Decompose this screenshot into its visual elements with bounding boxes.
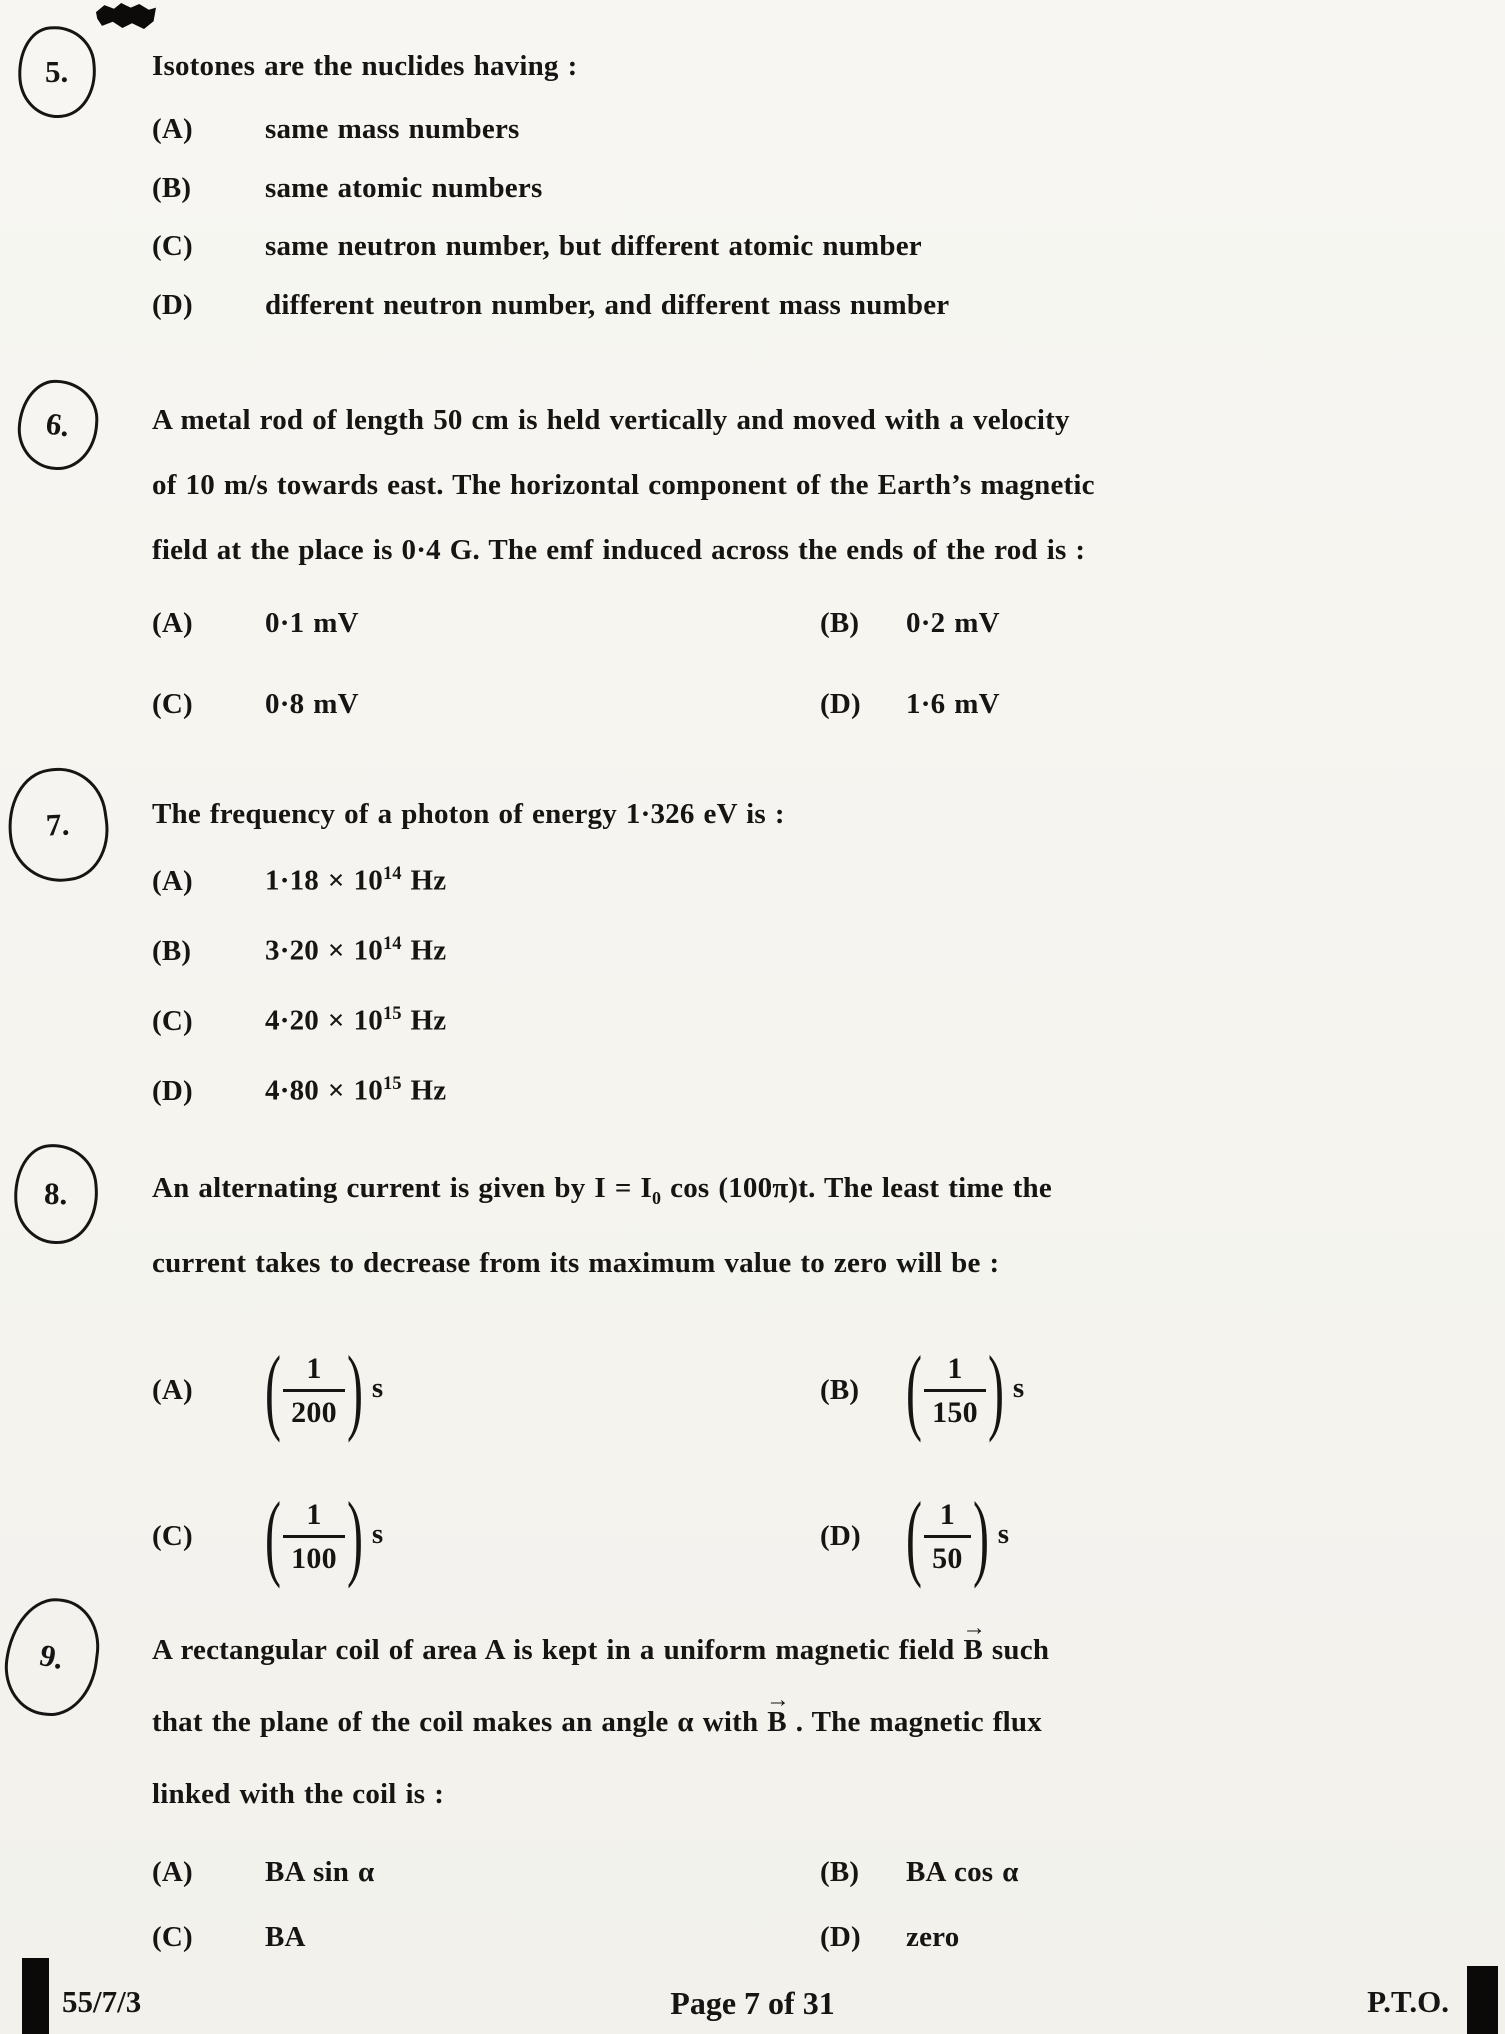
- option-value: [906, 1336, 1460, 1444]
- text-segment: A metal rod of length 50 cm is held vertically and moved with a velocity: [152, 404, 1070, 436]
- options-list: [152, 607, 1460, 769]
- option-value: [265, 688, 820, 721]
- ink-smudge-artifact: [96, 3, 156, 29]
- question-number-circle: [1, 762, 116, 889]
- option-row: [152, 172, 1460, 231]
- option-value: [265, 230, 1460, 263]
- question-text-line: [152, 34, 1460, 99]
- vector-letter: B: [963, 1634, 983, 1666]
- option-row: [152, 1464, 1460, 1610]
- question-7: [0, 782, 1470, 1143]
- open-paren: (: [265, 1482, 282, 1590]
- text-segment: The frequency of a photon of energy 1·326 eV is :: [152, 798, 785, 830]
- option-value: [265, 172, 1460, 205]
- option-value: [265, 1073, 1460, 1108]
- question-text-line: [152, 1614, 1460, 1686]
- page-number: Page 7 of 31: [670, 1985, 835, 2021]
- fraction-numerator: 1: [947, 1352, 963, 1386]
- question-8: [0, 1156, 1470, 1610]
- options-list: [152, 1856, 1460, 1986]
- text-segment: 1·6 mV: [906, 688, 1000, 720]
- question-body: [152, 34, 1470, 347]
- vector-symbol: [766, 1686, 790, 1758]
- question-number-circle: [16, 378, 101, 472]
- option-value: [265, 113, 1460, 146]
- text-segment: of 10 m/s towards east. The horizontal component of the Earth’s magnetic: [152, 469, 1095, 501]
- vector-arrow-icon: →: [766, 1687, 790, 1714]
- fraction-denominator: 50: [924, 1535, 970, 1576]
- text-segment: 0·1 mV: [265, 607, 359, 639]
- fraction-numerator: 1: [939, 1498, 955, 1532]
- question-number: 8.: [44, 1175, 68, 1212]
- option-value: [265, 1921, 820, 1954]
- question-body: [152, 388, 1470, 769]
- option-value: [265, 933, 1460, 968]
- subscript: 0: [652, 1187, 662, 1208]
- question-body: [152, 1614, 1470, 1986]
- text-segment: 0·8 mV: [265, 688, 359, 720]
- close-paren: ): [987, 1336, 1004, 1444]
- exponent-superscript: 15: [383, 1003, 402, 1024]
- option-label: (A): [152, 864, 193, 897]
- text-segment: s: [1003, 1372, 1025, 1405]
- option-row: [152, 688, 1460, 769]
- option-row: [152, 1318, 1460, 1464]
- option-label: (A): [152, 113, 193, 145]
- text-segment: Isotones are the nuclides having :: [152, 50, 578, 82]
- text-segment: 1·18 × 10: [265, 864, 383, 897]
- text-segment: s: [362, 1372, 384, 1405]
- option-label: (B): [820, 1856, 860, 1888]
- exponent-superscript: 15: [383, 1073, 402, 1094]
- text-segment: current takes to decrease from its maximum value to zero will be :: [152, 1246, 1000, 1279]
- option-value: [906, 1921, 1460, 1954]
- option-value: [265, 607, 820, 640]
- option-row: [152, 1003, 1460, 1073]
- option-value: [906, 1482, 1460, 1590]
- text-segment: that the plane of the coil makes an angle α with: [152, 1706, 768, 1738]
- option-row: [152, 230, 1460, 289]
- option-label: (D): [152, 288, 193, 321]
- question-text-line: [152, 388, 1460, 453]
- vector-symbol: [962, 1614, 987, 1686]
- text-segment: s: [362, 1518, 384, 1551]
- question-body: [152, 1156, 1470, 1610]
- option-label: (C): [152, 1520, 193, 1553]
- option-value: [906, 607, 1460, 640]
- option-value: [265, 1482, 820, 1590]
- options-list: [152, 863, 1460, 1143]
- fraction-stack: [924, 1351, 986, 1430]
- option-row: [152, 933, 1460, 1003]
- vector-letter: B: [767, 1706, 787, 1738]
- question-number-circle: [11, 1141, 102, 1247]
- fraction: [265, 1482, 363, 1590]
- option-label: (C): [152, 1004, 193, 1037]
- option-value: [265, 863, 1460, 898]
- option-value: [906, 688, 1460, 721]
- text-segment: BA sin α: [265, 1856, 375, 1888]
- question-number: 6.: [44, 405, 73, 444]
- text-segment: zero: [906, 1921, 960, 1953]
- text-segment: Hz: [401, 1004, 447, 1037]
- option-label: (A): [152, 607, 193, 639]
- text-segment: linked with the coil is :: [152, 1778, 445, 1810]
- text-segment: BA: [265, 1921, 306, 1953]
- option-label: (C): [152, 688, 193, 720]
- question-text-line: [152, 782, 1460, 847]
- close-paren: ): [346, 1336, 363, 1444]
- option-row: [152, 1856, 1460, 1921]
- text-segment: Hz: [401, 864, 447, 897]
- question-number-circle: [14, 23, 100, 121]
- options-list: [152, 1318, 1460, 1610]
- text-segment: Hz: [401, 1074, 447, 1107]
- text-segment: such: [982, 1634, 1050, 1666]
- vector-arrow-icon: →: [962, 1615, 987, 1642]
- fraction-denominator: 150: [924, 1389, 986, 1430]
- option-value: [265, 1856, 820, 1889]
- question-text-line: [152, 1758, 1460, 1830]
- open-paren: (: [906, 1482, 923, 1590]
- option-value: [906, 1856, 1460, 1889]
- question-9: [0, 1614, 1470, 1986]
- option-label: (C): [152, 230, 193, 262]
- option-row: [152, 1921, 1460, 1986]
- fraction-stack: [283, 1351, 345, 1430]
- text-segment: different neutron number, and different mass number: [265, 288, 950, 321]
- fraction-stack: [924, 1497, 970, 1576]
- text-segment: 4·80 × 10: [265, 1074, 383, 1107]
- option-label: (D): [820, 1520, 861, 1553]
- text-segment: An alternating current is given by I = I: [152, 1172, 653, 1204]
- paper-code: 55/7/3: [62, 1984, 142, 2019]
- option-value: [265, 289, 1460, 322]
- text-segment: field at the place is 0·4 G. The emf induced across the ends of the rod is :: [152, 534, 1086, 566]
- text-segment: same mass numbers: [265, 113, 520, 145]
- option-value: [265, 1336, 820, 1444]
- fraction: [906, 1482, 989, 1590]
- option-label: (C): [152, 1921, 193, 1953]
- option-label: (B): [152, 171, 192, 204]
- option-row: [152, 1073, 1460, 1143]
- option-row: [152, 289, 1460, 348]
- option-value: [265, 1003, 1460, 1038]
- text-segment: . The magnetic flux: [786, 1706, 1042, 1738]
- fraction: [265, 1336, 363, 1444]
- option-row: [152, 863, 1460, 933]
- question-number: 9.: [37, 1636, 68, 1677]
- option-row: [152, 113, 1460, 172]
- option-label: (B): [820, 607, 860, 639]
- text-segment: cos (100π)t. The least time the: [661, 1172, 1052, 1204]
- question-text-line: [152, 518, 1460, 583]
- text-segment: 3·20 × 10: [265, 934, 383, 967]
- question-body: [152, 782, 1470, 1143]
- text-segment: Hz: [401, 934, 447, 967]
- close-paren: ): [972, 1482, 989, 1590]
- question-6: [0, 388, 1470, 769]
- option-label: (B): [152, 934, 192, 967]
- question-number: 7.: [45, 806, 71, 843]
- open-paren: (: [265, 1336, 282, 1444]
- option-label: (A): [152, 1374, 193, 1407]
- fraction-numerator: 1: [306, 1498, 322, 1532]
- close-paren: ): [346, 1482, 363, 1590]
- fraction: [906, 1336, 1004, 1444]
- fraction-denominator: 200: [283, 1389, 345, 1430]
- text-segment: 0·2 mV: [906, 607, 1000, 639]
- option-label: (D): [820, 688, 861, 720]
- text-segment: same neutron number, but different atomic number: [265, 230, 922, 262]
- question-number-circle: [0, 1593, 105, 1721]
- option-label: (D): [820, 1921, 861, 1953]
- text-segment: BA cos α: [906, 1856, 1019, 1888]
- exponent-superscript: 14: [383, 933, 402, 954]
- option-row: [152, 607, 1460, 688]
- question-text-line: [152, 1231, 1460, 1296]
- fraction-stack: [283, 1497, 345, 1576]
- option-label: (A): [152, 1856, 193, 1888]
- option-label: (D): [152, 1074, 193, 1107]
- question-number: 5.: [45, 54, 69, 89]
- text-segment: 4·20 × 10: [265, 1004, 383, 1037]
- question-text-line: [152, 453, 1460, 518]
- fraction-numerator: 1: [306, 1352, 322, 1386]
- exponent-superscript: 14: [383, 863, 402, 884]
- question-text-line: [152, 1156, 1460, 1231]
- pto-label: P.T.O.: [1367, 1984, 1449, 2019]
- text-segment: s: [988, 1518, 1010, 1551]
- text-segment: A rectangular coil of area A is kept in a uniform magnetic field: [152, 1634, 964, 1666]
- text-segment: same atomic numbers: [265, 171, 543, 204]
- question-text-line: [152, 1686, 1460, 1758]
- options-list: [152, 113, 1460, 347]
- question-5: [0, 34, 1470, 347]
- option-label: (B): [820, 1374, 860, 1407]
- fraction-denominator: 100: [283, 1535, 345, 1576]
- open-paren: (: [906, 1336, 923, 1444]
